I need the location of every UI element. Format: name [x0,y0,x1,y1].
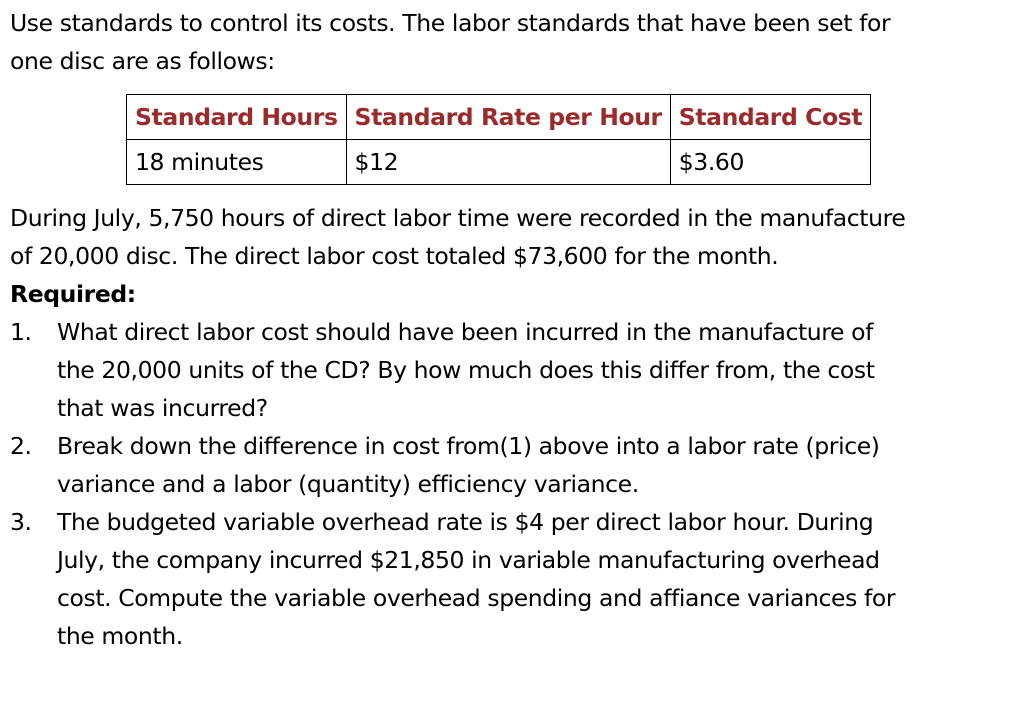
intro-paragraph [10,4,1018,80]
body-line-1: During July, 5,750 hours of direct labor time were recorded in the manufacture [10,204,906,232]
cell-standard-hours: 18 minutes [127,140,347,185]
question-line: variance and a labor (quantity) efficiency variance. [57,470,639,498]
body-paragraph [10,199,1018,275]
table-row [127,140,871,185]
labor-standards-table [126,94,871,185]
question-line: The budgeted variable overhead rate is $4 per direct labor hour. During [57,508,874,536]
question-list [10,313,1018,655]
question-line: the month. [57,622,183,650]
question-line: that was incurred? [57,394,268,422]
header-standard-hours: Standard Hours [127,95,347,140]
question-item-3 [10,503,1018,655]
intro-line-1: Use standards to control its costs. The labor standards that have been set for [10,9,891,37]
header-standard-rate-per-hour: Standard Rate per Hour [346,95,670,140]
table-header-row [127,95,871,140]
header-standard-cost: Standard Cost [670,95,870,140]
question-item-2 [10,427,1018,503]
document-page [10,4,1018,655]
question-number: 3. [10,508,32,536]
question-number: 2. [10,432,32,460]
question-line: the 20,000 units of the CD? By how much does this differ from, the cost [57,356,875,384]
question-item-1 [10,313,1018,427]
cell-standard-cost: $3.60 [670,140,870,185]
required-heading: Required: [10,280,136,308]
intro-line-2: one disc are as follows: [10,47,275,75]
question-number: 1. [10,318,32,346]
question-line: cost. Compute the variable overhead spending and affiance variances for [57,584,896,612]
cell-standard-rate: $12 [346,140,670,185]
body-line-2: of 20,000 disc. The direct labor cost totaled $73,600 for the month. [10,242,779,270]
question-line: What direct labor cost should have been incurred in the manufacture of [57,318,874,346]
question-line: July, the company incurred $21,850 in variable manufacturing overhead [57,546,880,574]
question-line: Break down the difference in cost from(1) above into a labor rate (price) [57,432,880,460]
